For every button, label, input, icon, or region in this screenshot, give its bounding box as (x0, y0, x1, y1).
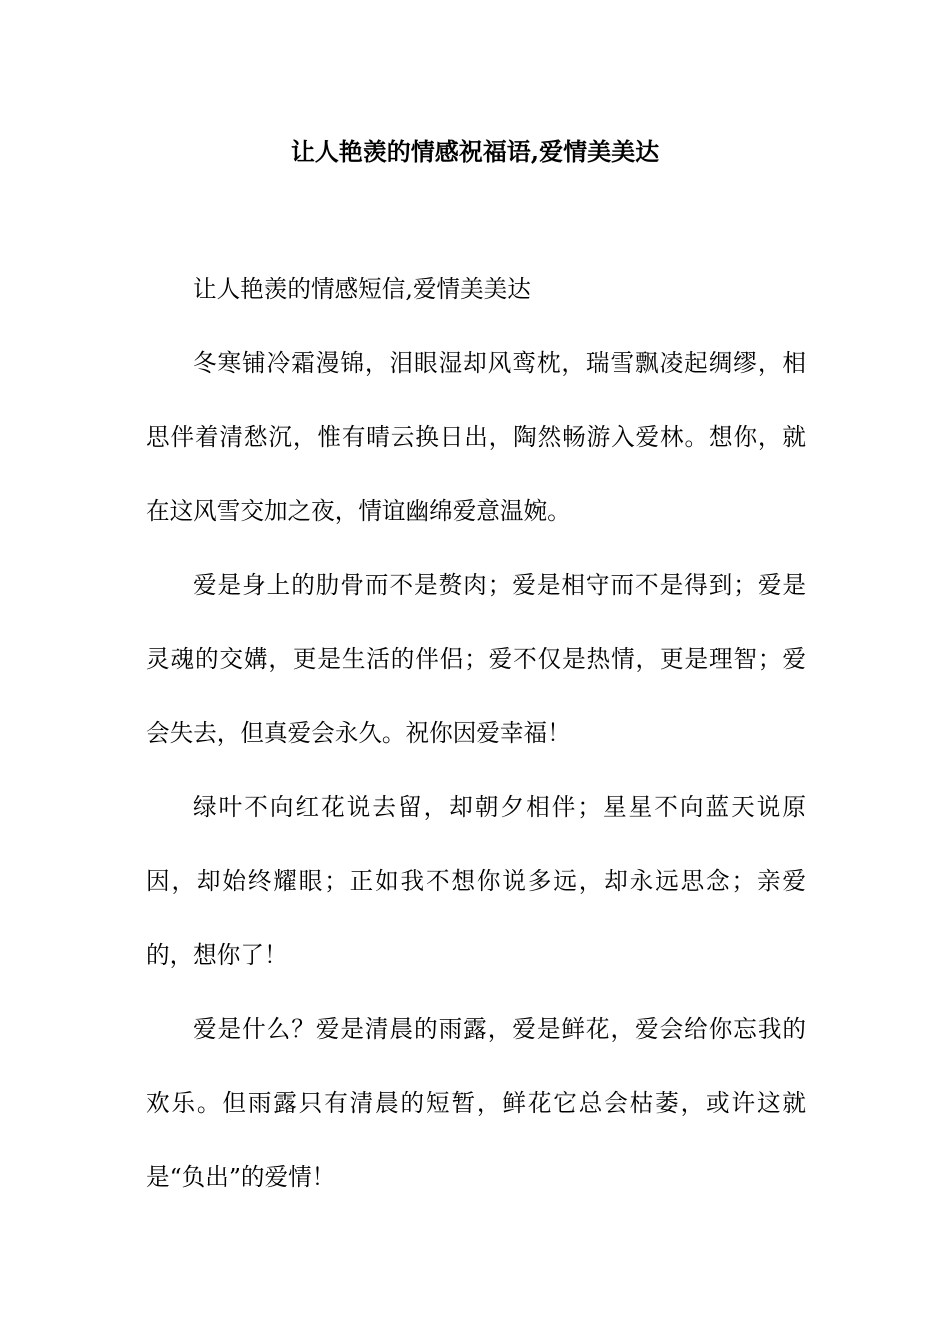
paragraph-subtitle: 让人艳羡的情感短信,爱情美美达 (193, 275, 531, 303)
paragraph: 冬寒铺冷霜漫锦，泪眼湿却风鸾枕，瑞雪飘凌起绸缪，相思伴着清愁沉，惟有晴云换日出，陶然畅游入爱林。想你，就在这风雪交加之夜，情谊幽绵爱意温婉。 (146, 349, 806, 525)
paragraph: 绿叶不向红花说去留，却朝夕相伴；星星不向蓝天说原因，却始终耀眼；正如我不想你说多远，却永远思念；亲爱的，想你了！ (146, 793, 806, 969)
paragraph: 爱是身上的肋骨而不是赘肉；爱是相守而不是得到；爱是灵魂的交媾，更是生活的伴侣；爱不仅是热情，更是理智；爱会失去，但真爱会永久。祝你因爱幸福！ (146, 571, 806, 747)
document-title: 让人艳羡的情感祝福语,爱情美美达 (290, 137, 660, 166)
paragraph: 爱是什么？爱是清晨的雨露，爱是鲜花，爱会给你忘我的欢乐。但雨露只有清晨的短暂，鲜花它总会枯萎，或许这就是“负出”的爱情！ (146, 1015, 806, 1191)
document-body (146, 252, 806, 1214)
